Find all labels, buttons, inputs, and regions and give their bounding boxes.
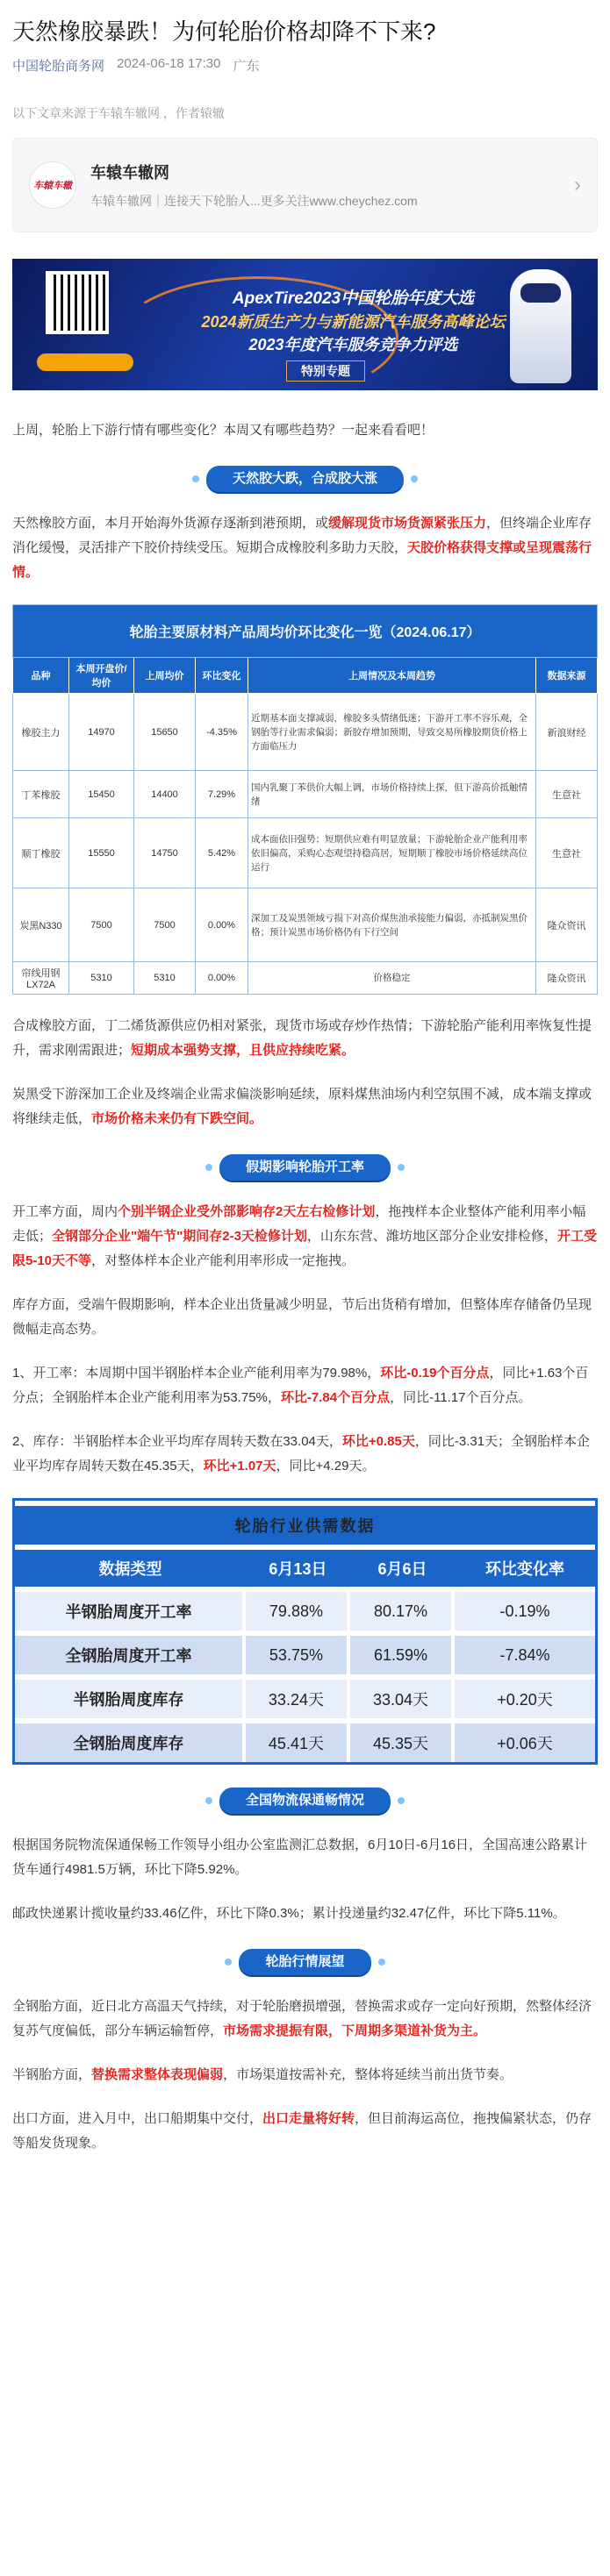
cell-this-week: 7500 (69, 888, 134, 962)
cell-source: 隆众资讯 (536, 962, 598, 995)
event-banner[interactable] (12, 259, 598, 390)
cell-name: 橡胶主力 (13, 694, 69, 771)
supply-table-title: 轮胎行业供需数据 (15, 1501, 595, 1545)
highlight-text: 缓解现货市场货源紧张压力 (328, 516, 487, 531)
highlight-text: 全钢部分企业"端午节"期间存2-3天检修计划 (52, 1229, 307, 1244)
chevron-right-icon: › (574, 173, 581, 196)
article-title: 天然橡胶暴跌！为何轮胎价格却降不下来? (12, 18, 436, 45)
export-outlook-paragraph (12, 2107, 598, 2156)
banner-line1: ApexTire2023中国轮胎年度大选 (232, 289, 475, 308)
col-header: 上周情况及本周趋势 (248, 658, 536, 694)
table-row (13, 888, 598, 962)
table-row (15, 1631, 595, 1674)
cell-label: 半钢胎周度库存 (15, 1674, 246, 1718)
text-segment: 炭黑受下游深加工企业及终端企业需求偏淡影响延续，原料煤焦油场内利空氛围不减，成本端支撑或将继续走低， (12, 1087, 592, 1126)
highlight-text: 市场价格未来仍有下跌空间。 (91, 1111, 263, 1126)
semi-steel-outlook-paragraph (12, 2063, 598, 2087)
cell-change: 0.00% (196, 962, 248, 995)
table-row (15, 1587, 595, 1631)
table-row (15, 1674, 595, 1718)
all-steel-outlook-paragraph (12, 1994, 598, 2044)
cell-this-week: 5310 (69, 962, 134, 995)
text-segment: 半钢胎方面， (12, 2067, 92, 2082)
cell-jun6: 33.04天 (350, 1674, 455, 1718)
natural-rubber-paragraph (12, 511, 598, 585)
cell-last-week: 14750 (134, 818, 196, 888)
col-header: 数据类型 (15, 1545, 246, 1587)
cell-jun13: 79.88% (246, 1587, 350, 1631)
text-segment: ，同比+4.29天。 (276, 1459, 376, 1474)
article-meta (12, 56, 598, 75)
cell-change: 5.42% (196, 818, 248, 888)
supply-demand-table (12, 1498, 598, 1765)
highlight-text: 环比-7.84个百分点 (280, 1390, 391, 1405)
cell-trend: 国内乳聚丁苯供价大幅上调，市场价格持续上探，但下游高价抵触情绪 (248, 771, 536, 818)
source-logo: 车辕车辙 (29, 161, 76, 209)
highlight-text: 短期成本强势支撑，且供应持续吃紧。 (131, 1043, 355, 1058)
source-note: 以下文章来源于车辕车辙网 ，作者辕辙 (12, 106, 225, 120)
cell-trend: 价格稳定 (248, 962, 536, 995)
cell-label: 半钢胎周度开工率 (15, 1587, 246, 1631)
section-heading-rubber: 天然胶大跌，合成胶大涨 (206, 466, 404, 492)
intro-paragraph: 上周，轮胎上下游行情有哪些变化？本周又有哪些趋势？一起来看看吧！ (12, 423, 434, 438)
text-segment: ，但目前海运高位，拖拽偏紧状态，仍存等船发货现象。 (12, 2111, 592, 2151)
author-link[interactable]: 中国轮胎商务网 (12, 59, 105, 74)
col-header: 本周开盘价/均价 (69, 658, 134, 694)
section-heading-wrap (12, 1788, 598, 1814)
logistics-paragraph: 根据国务院物流保通保畅工作领导小组办公室监测汇总数据，6月10日-6月16日，全国高速公路累计货车通行4981.5万辆，环比下降5.92%。 (12, 1837, 588, 1877)
inventory-paragraph: 库存方面，受端午假期影响，样本企业出货量减少明显，节后出货稍有增加，但整体库存储备仍呈现微幅走高态势。 (12, 1297, 592, 1337)
section-heading-wrap (12, 1154, 598, 1181)
highlight-text: 开工受限5-10天不等 (12, 1229, 597, 1268)
table-row (13, 771, 598, 818)
publish-datetime: 2024-06-18 17:30 (117, 56, 221, 71)
text-segment: ，拖拽样本企业整体产能利用率小幅走低； (12, 1204, 586, 1244)
cell-trend: 深加工及炭黑领域亏损下对高价煤焦油承接能力偏弱，亦抵制炭黑价格；预计炭黑市场价格仍有下行空间 (248, 888, 536, 962)
cell-label: 全钢胎周度库存 (15, 1718, 246, 1762)
postal-paragraph: 邮政快递累计揽收量约33.46亿件，环比下降0.3%；累计投递量约32.47亿件，环比下降5.11%。 (12, 1906, 566, 1921)
source-info (90, 161, 574, 210)
text-segment: ，市场渠道按需补充，整体将延续当前出货节奏。 (223, 2067, 513, 2082)
cell-change: +0.06天 (455, 1718, 595, 1762)
col-header: 环比变化 (196, 658, 248, 694)
text-segment: ，山东东营、潍坊地区部分企业安排检修， (306, 1229, 557, 1244)
text-segment: 1、开工率：本周期中国半钢胎样本企业产能利用率为79.98%， (12, 1366, 381, 1381)
highlight-text: 环比+0.85天 (341, 1434, 415, 1449)
text-segment: ，同比-3.31天；全钢胎样本企业平均库存周转天数在45.35天， (12, 1434, 591, 1474)
cell-change: 7.29% (196, 771, 248, 818)
col-header: 环比变化率 (455, 1545, 595, 1587)
source-name: 车辕车辙网 (90, 164, 169, 182)
cell-last-week: 5310 (134, 962, 196, 995)
banner-pill-decoration (37, 353, 133, 371)
cell-source: 新浪财经 (536, 694, 598, 771)
cell-jun13: 33.24天 (246, 1674, 350, 1718)
inventory-stats-paragraph (12, 1430, 598, 1479)
text-segment: 2、库存：半钢胎样本企业平均库存周转天数在33.04天， (12, 1434, 342, 1449)
cell-name: 帘线用钢LX72A (13, 962, 69, 995)
cell-change: -7.84% (455, 1631, 595, 1674)
price-table-title: 轮胎主要原材料产品周均价环比变化一览（2024.06.17） (13, 605, 598, 658)
text-segment: 全钢胎方面，近日北方高温天气持续，对于轮胎磨损增强，替换需求或存一定向好预期，然整体经济复苏气度偏低，部分车辆运输暂停， (12, 1999, 592, 2038)
section-heading-logistics: 全国物流保通畅情况 (219, 1788, 391, 1814)
banner-tag: 特别专题 (286, 360, 365, 382)
cell-label: 全钢胎周度开工率 (15, 1631, 246, 1674)
cell-last-week: 7500 (134, 888, 196, 962)
highlight-text: 环比-0.19个百分点 (380, 1366, 490, 1381)
col-header: 上周均价 (134, 658, 196, 694)
cell-jun6: 80.17% (350, 1587, 455, 1631)
cell-change: -4.35% (196, 694, 248, 771)
robot-visor-decoration (520, 283, 561, 303)
cell-jun13: 45.41天 (246, 1718, 350, 1762)
highlight-text: 出口走量将好转 (262, 2111, 355, 2126)
operating-rate-paragraph (12, 1200, 598, 1274)
banner-line2: 2024新质生产力与新能源汽车服务高峰论坛 (201, 313, 506, 331)
text-segment: ，但终端企业库存消化缓慢，灵活排产下胶价持续受压。短期合成橡胶利多助力天胶， (12, 516, 592, 555)
operating-rate-stats-paragraph (12, 1361, 598, 1410)
text-segment: ，同比+1.63个百分点；全钢胎样本企业产能利用率为53.75%， (12, 1366, 589, 1405)
cell-name: 丁苯橡胶 (13, 771, 69, 818)
table-row (13, 962, 598, 995)
cell-source: 生意社 (536, 771, 598, 818)
text-segment: ，同比-11.17个百分点。 (390, 1390, 532, 1405)
cell-change: 0.00% (196, 888, 248, 962)
cell-source: 生意社 (536, 818, 598, 888)
cell-jun13: 53.75% (246, 1631, 350, 1674)
text-segment: 开工率方面，周内 (12, 1204, 118, 1219)
text-segment: 天然橡胶方面，本月开始海外货源存逐渐到港预期，或 (12, 516, 329, 531)
cell-source: 隆众资讯 (536, 888, 598, 962)
section-heading-outlook: 轮胎行情展望 (239, 1949, 370, 1975)
text-segment: 合成橡胶方面，丁二烯货源供应仍相对紧张，现货市场或存炒作热情；下游轮胎产能利用率恢复性提升，需求刚需跟进； (12, 1018, 592, 1058)
cell-change: -0.19% (455, 1587, 595, 1631)
cell-this-week: 15550 (69, 818, 134, 888)
cell-this-week: 15450 (69, 771, 134, 818)
banner-line3: 2023年度汽车服务竞争力评选 (248, 336, 458, 353)
highlight-text: 替换需求整体表现偏弱 (91, 2067, 224, 2082)
cell-this-week: 14970 (69, 694, 134, 771)
carbon-black-paragraph (12, 1082, 598, 1131)
table-row (15, 1718, 595, 1762)
cell-trend: 成本面依旧强势；短期供应难有明显放量；下游轮胎企业产能利用率依旧偏高，采购心态观望持稳高居，短期顺丁橡胶市场价格延续高位运行 (248, 818, 536, 888)
cell-name: 顺丁橡胶 (13, 818, 69, 888)
col-header: 6月6日 (350, 1545, 455, 1587)
col-header: 品种 (13, 658, 69, 694)
highlight-text: 环比+1.07天 (203, 1459, 276, 1474)
highlight-text: 天胶价格获得支撑或呈现震荡行情。 (12, 540, 592, 580)
cell-change: +0.20天 (455, 1674, 595, 1718)
text-segment: ，对整体样本企业产能利用率形成一定拖拽。 (91, 1253, 355, 1268)
section-heading-wrap (12, 466, 598, 492)
cell-jun6: 61.59% (350, 1631, 455, 1674)
section-heading-wrap (12, 1949, 598, 1975)
col-header: 数据来源 (536, 658, 598, 694)
synthetic-rubber-paragraph (12, 1014, 598, 1063)
raw-material-price-table (12, 604, 598, 995)
cell-last-week: 15650 (134, 694, 196, 771)
table-row (13, 818, 598, 888)
cell-trend: 近期基本面支撑减弱，橡胶多头情绪低迷；下游开工率不容乐观，全钢胎等行业需求偏弱；新胶存增加预期，导致交易所橡胶期货价格上方面临压力 (248, 694, 536, 771)
cell-last-week: 14400 (134, 771, 196, 818)
col-header: 6月13日 (246, 1545, 350, 1587)
cell-name: 炭黑N330 (13, 888, 69, 962)
highlight-text: 市场需求提振有限，下周期多渠道补货为主。 (223, 2023, 487, 2038)
source-account-card[interactable] (12, 138, 598, 232)
highlight-text: 个别半钢企业受外部影响存2天左右检修计划 (118, 1204, 376, 1219)
text-segment: 出口方面，进入月中，出口船期集中交付， (12, 2111, 263, 2126)
table-row (13, 694, 598, 771)
publish-location: 广东 (233, 59, 260, 74)
cell-jun6: 45.35天 (350, 1718, 455, 1762)
source-desc: 车辕车辙网｜连接天下轮胎人...更多关注www.cheychez.com (90, 194, 418, 208)
section-heading-operating-rate: 假期影响轮胎开工率 (219, 1154, 391, 1181)
